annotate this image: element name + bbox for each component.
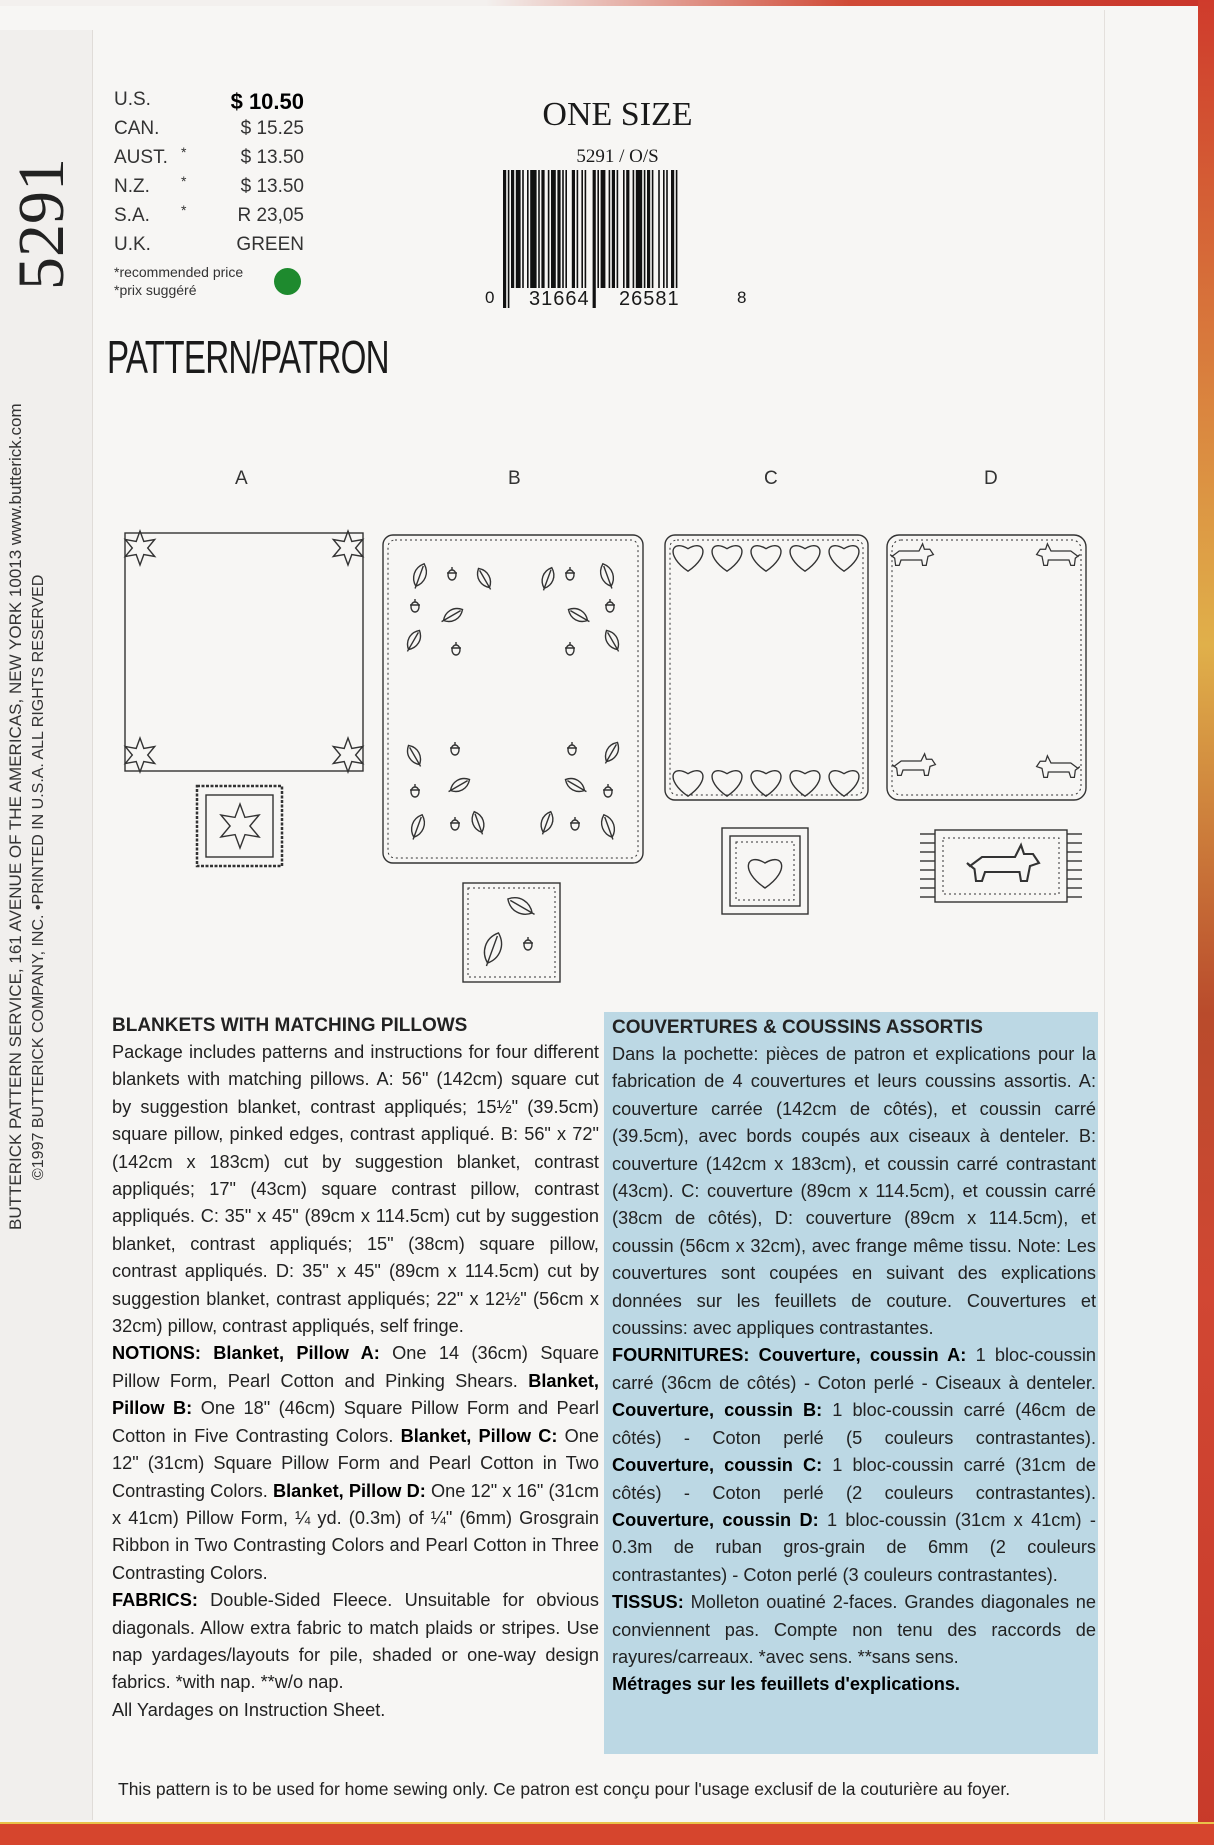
blanket-c bbox=[665, 535, 868, 800]
leaf-applique-icon bbox=[474, 566, 495, 592]
fournitures-a-label: Couverture, coussin A: bbox=[758, 1345, 967, 1366]
price-value: $ 10.50 bbox=[230, 89, 304, 114]
star-applique-icon bbox=[221, 804, 259, 848]
envelope-bottom-band bbox=[0, 1822, 1214, 1845]
leaf-outline bbox=[403, 628, 424, 654]
home-sewing-notice: This pattern is to be used for home sewing only. Ce patron est conçu pour l'usage exclusif de la couturière au foyer. bbox=[118, 1779, 1011, 1799]
leaf-outline bbox=[504, 893, 538, 920]
view-b-drawing bbox=[383, 535, 643, 982]
leaf-applique-icon bbox=[601, 740, 622, 766]
yardages-note: All Yardages on Instruction Sheet. bbox=[112, 1699, 386, 1720]
notions-c: One 12" (31cm) Square Pillow Form and Pearl Cotton in Two Contrasting Colors. bbox=[112, 1425, 599, 1501]
style-number-vertical: 5291 bbox=[5, 158, 78, 290]
prix-suggere-note: *prix suggéré bbox=[114, 282, 197, 298]
star-applique-icon bbox=[333, 531, 362, 565]
dog-outline bbox=[1037, 544, 1080, 566]
pillow-a bbox=[197, 786, 282, 866]
scottie-dog-icon bbox=[892, 754, 935, 776]
pillow-d bbox=[920, 830, 1082, 902]
view-d-drawing bbox=[887, 535, 1086, 902]
fournitures-paragraph bbox=[612, 1342, 1096, 1589]
leaf-applique-icon bbox=[469, 810, 487, 836]
leaf-applique-icon bbox=[504, 893, 538, 920]
blanket-d-stitching bbox=[892, 540, 1081, 795]
metrages-note bbox=[612, 1671, 1096, 1698]
leaf-outline bbox=[537, 810, 555, 836]
heart-applique-icon bbox=[748, 860, 781, 888]
tissus-label: TISSUS: bbox=[612, 1592, 684, 1613]
acorn-icon bbox=[411, 602, 419, 612]
scottie-dog-icon bbox=[1037, 756, 1080, 778]
copyright-text: ©1997 BUTTERICK COMPANY, INC. •PRINTED IN U.S.A. ALL RIGHTS RESERVED bbox=[30, 574, 47, 1180]
price-country: CAN. bbox=[114, 118, 160, 139]
leaf-outline bbox=[408, 813, 428, 842]
pillow-a-pinked-edge bbox=[197, 786, 282, 866]
view-c-drawing bbox=[665, 535, 868, 914]
acorn-icon bbox=[566, 645, 574, 655]
leaf-applique-icon bbox=[446, 775, 472, 796]
dog-outline bbox=[890, 544, 933, 566]
notions-d-label: Blanket, Pillow D: bbox=[272, 1480, 426, 1501]
view-label-b: B bbox=[508, 468, 521, 489]
notions-paragraph bbox=[112, 1340, 599, 1587]
notions-b: One 18" (46cm) Square Pillow Form and Pearl Cotton in Five Contrasting Colors. bbox=[112, 1398, 599, 1446]
price-country: U.S. bbox=[114, 89, 151, 110]
pattern-label: PATTERN/PATRON bbox=[107, 331, 389, 383]
price-value: $ 13.50 bbox=[240, 176, 304, 197]
leaf-outline bbox=[601, 740, 622, 766]
publisher-address: BUTTERICK PATTERN SERVICE, 161 AVENUE OF THE AMERICAS, NEW YORK 10013 www.butterick.com bbox=[6, 403, 25, 1230]
barcode-digit-check: 8 bbox=[737, 288, 747, 307]
fabrics-text: Double-Sided Fleece. Unsuitable for obvious diagonals. Allow extra fabric to match plaids or stripes. Use nap yardages/layouts for pile, shaded or one-way design fabrics. *with nap. **w/o nap. bbox=[112, 1590, 599, 1693]
english-heading: BLANKETS WITH MATCHING PILLOWS bbox=[112, 1015, 468, 1036]
heart-applique-icon bbox=[712, 546, 742, 572]
recommended-price-note: *recommended price bbox=[114, 264, 244, 280]
price-country: U.K. bbox=[114, 234, 151, 255]
barcode-digits-left: 31664 bbox=[529, 288, 590, 310]
blanket-b-stitching bbox=[388, 540, 638, 858]
leaf-applique-icon bbox=[410, 562, 430, 591]
acorn-icon bbox=[451, 745, 459, 755]
scottie-dog-icon bbox=[1037, 544, 1080, 566]
heart-applique-icon bbox=[790, 771, 820, 797]
tissus-text: Molleton ouatiné 2-faces. Grandes diagonales ne conviennent pas. Compte non tenu des raccords de rayures/carreaux. *avec sens. **sans sens. bbox=[612, 1592, 1097, 1667]
price-value: $ 15.25 bbox=[240, 118, 304, 139]
view-label-c: C bbox=[764, 468, 778, 489]
leaf-outline bbox=[446, 775, 472, 796]
leaf-outline bbox=[404, 743, 425, 769]
pillow-c-border bbox=[730, 836, 800, 906]
leaf-applique-icon bbox=[439, 605, 465, 626]
fournitures-a: 1 bloc-coussin carré (36cm de côtés) - Coton perlé - Ciseaux à denteler. bbox=[612, 1345, 1096, 1393]
view-a-drawing bbox=[125, 531, 363, 866]
heart-applique-icon bbox=[673, 546, 703, 572]
leaf-applique-icon bbox=[404, 743, 425, 769]
notions-a: One 14 (36cm) Square Pillow Form, Pearl Cotton and Pinking Shears. bbox=[112, 1343, 599, 1391]
acorn-icon bbox=[568, 745, 576, 755]
star-applique-icon bbox=[125, 531, 154, 565]
pillow-d-stitching bbox=[943, 838, 1059, 894]
french-description bbox=[612, 1014, 1096, 1699]
leaf-outline bbox=[469, 810, 487, 836]
leaf-applique-icon bbox=[537, 810, 555, 836]
scottie-dog-icon bbox=[967, 845, 1039, 881]
leaf-applique-icon bbox=[597, 562, 617, 591]
acorn-icon bbox=[411, 787, 419, 797]
price-value: R 23,05 bbox=[237, 205, 304, 226]
dog-outline bbox=[892, 754, 935, 776]
leaf-outline bbox=[474, 566, 495, 592]
fournitures-b: 1 bloc-coussin carré (46cm de côtés) - Coton perlé (5 couleurs contrastantes). bbox=[612, 1400, 1096, 1448]
price-star: * bbox=[181, 173, 187, 189]
pillow-c bbox=[722, 828, 808, 914]
fournitures-c: 1 bloc-coussin carré (31cm de côtés) - Coton perlé (2 couleurs contrastantes). bbox=[612, 1455, 1096, 1503]
fournitures-d: 1 bloc-coussin (31cm x 41cm) - 0.3m de ruban gros-grain de 6mm (2 couleurs contrastantes) - Coton perlé (3 couleurs contrastantes). bbox=[612, 1509, 1096, 1585]
english-description bbox=[112, 1012, 599, 1724]
pillow-c-stitching bbox=[736, 842, 794, 900]
notions-a-label: Blanket, Pillow A: bbox=[213, 1343, 380, 1364]
view-label-d: D bbox=[984, 468, 998, 489]
pillow-c-body bbox=[722, 828, 808, 914]
leaf-applique-icon bbox=[566, 605, 592, 626]
leaf-applique-icon bbox=[479, 930, 506, 968]
english-intro: Package includes patterns and instructions for four different blankets with matching pillows. A: 56" (142cm) square cut by suggestion blanket, contrast appliqués; 15½" (39.5cm) square pillow, pinked edges, contrast appliqué. B: 56" x 72" (142cm x 183cm) cut by suggestion blanket, contrast appliqués; 17" (43cm) square contrast pillow, contrast appliqués. C: 35" x 45" (89cm x 114.5cm) cut by suggestion blanket, contrast appliqués; 15" (38cm) square pillow, contrast appliqués. D: 35" x 45" (89cm x 114.5cm) cut by suggestion blanket, contrast appliqués; 22" x 12½" (56cm x 32cm) pillow, contrast appliqués, self fringe. bbox=[112, 1042, 599, 1337]
heart-applique-icon bbox=[751, 771, 781, 797]
price-value: GREEN bbox=[236, 234, 304, 255]
price-country: N.Z. bbox=[114, 176, 150, 197]
leaf-applique-icon bbox=[598, 813, 618, 842]
tissus-paragraph bbox=[612, 1589, 1096, 1671]
leaf-applique-icon bbox=[408, 813, 428, 842]
leaf-applique-icon bbox=[602, 628, 623, 654]
french-intro: Dans la pochette: pièces de patron et explications pour la fabrication de 4 couvertures et leurs coussins assortis. A: couverture carrée (142cm de côtés), et coussin carré (39.5cm), avec bords coupés aux ciseaux à denteler. B: couverture (142cm x 183cm), et coussin carré contrastant (43cm). C: couverture (89cm x 114.5cm), et coussin carré (38cm de côtés), D: couverture (89cm x 114.5cm), et coussin (56cm x 32cm), avec frange même tissu. Note: Les couvertures sont coupées en suivant des explications données sur les feuillets de couture. Couvertures et coussins: avec appliques contrastantes. bbox=[612, 1044, 1096, 1339]
pillow-d-body bbox=[935, 830, 1067, 902]
star-applique-icon bbox=[333, 738, 362, 772]
notions-d: One 12" x 16" (31cm x 41cm) Pillow Form, ¼ yd. (0.3m) of ¼" (6mm) Grosgrain Ribbon in Two Contrasting Colors and Pearl Cotton in Three Contrasting Colors. bbox=[112, 1480, 599, 1583]
fournitures-d-label: Couverture, coussin D: bbox=[612, 1509, 819, 1530]
acorn-icon bbox=[452, 645, 460, 655]
price-country: S.A. bbox=[114, 205, 150, 226]
acorn-icon bbox=[571, 820, 579, 830]
dog-outline bbox=[1037, 756, 1080, 778]
barcode-digit-lead: 0 bbox=[485, 288, 495, 307]
leaf-outline bbox=[479, 930, 506, 968]
star-applique-icon bbox=[125, 738, 154, 772]
acorn-icon bbox=[448, 570, 456, 580]
price-value: $ 13.50 bbox=[240, 147, 304, 168]
fabrics-paragraph bbox=[112, 1587, 599, 1697]
leaf-outline bbox=[439, 605, 465, 626]
price-star: * bbox=[181, 144, 187, 160]
blanket-d bbox=[887, 535, 1086, 800]
heart-applique-icon bbox=[751, 546, 781, 572]
acorn-icon bbox=[566, 570, 574, 580]
leaf-applique-icon bbox=[538, 566, 556, 592]
view-label-a: A bbox=[235, 468, 248, 489]
notions-label: NOTIONS: bbox=[112, 1343, 201, 1364]
notions-c-label: Blanket, Pillow C: bbox=[400, 1425, 558, 1446]
blanket-b bbox=[383, 535, 643, 863]
leaf-outline bbox=[563, 775, 589, 796]
heart-applique-icon bbox=[712, 771, 742, 797]
pillow-b bbox=[463, 883, 560, 982]
size-title: ONE SIZE bbox=[542, 96, 693, 133]
french-heading: COUVERTURES & COUSSINS ASSORTIS bbox=[612, 1017, 983, 1038]
leaf-outline bbox=[566, 605, 592, 626]
scottie-dog-icon bbox=[890, 544, 933, 566]
fournitures-b-label: Couverture, coussin B: bbox=[612, 1400, 823, 1421]
blanket-a bbox=[125, 533, 363, 771]
fournitures-c-label: Couverture, coussin C: bbox=[612, 1455, 823, 1476]
heart-applique-icon bbox=[673, 771, 703, 797]
leaf-applique-icon bbox=[403, 628, 424, 654]
acorn-icon bbox=[451, 820, 459, 830]
leaf-applique-icon bbox=[563, 775, 589, 796]
dog-outline bbox=[967, 845, 1039, 881]
price-star: * bbox=[181, 202, 187, 218]
notions-b-label: Blanket, Pillow B: bbox=[112, 1370, 599, 1419]
size-code: 5291 / O/S bbox=[576, 146, 659, 167]
leaf-outline bbox=[597, 562, 617, 591]
heart-applique-icon bbox=[790, 546, 820, 572]
metrages-text: Métrages sur les feuillets d'explications. bbox=[612, 1674, 960, 1695]
heart-applique-icon bbox=[829, 546, 859, 572]
leaf-outline bbox=[602, 628, 623, 654]
fabrics-label: FABRICS: bbox=[112, 1590, 198, 1611]
barcode-digits-right: 26581 bbox=[619, 288, 680, 310]
acorn-icon bbox=[606, 602, 614, 612]
heart-applique-icon bbox=[829, 771, 859, 797]
price-country: AUST. bbox=[114, 147, 168, 168]
acorn-icon bbox=[604, 787, 612, 797]
fournitures-label: FOURNITURES: bbox=[612, 1345, 750, 1366]
leaf-outline bbox=[410, 562, 430, 591]
leaf-outline bbox=[598, 813, 618, 842]
leaf-outline bbox=[538, 566, 556, 592]
blanket-c-stitching bbox=[670, 540, 863, 795]
acorn-icon bbox=[524, 940, 532, 950]
